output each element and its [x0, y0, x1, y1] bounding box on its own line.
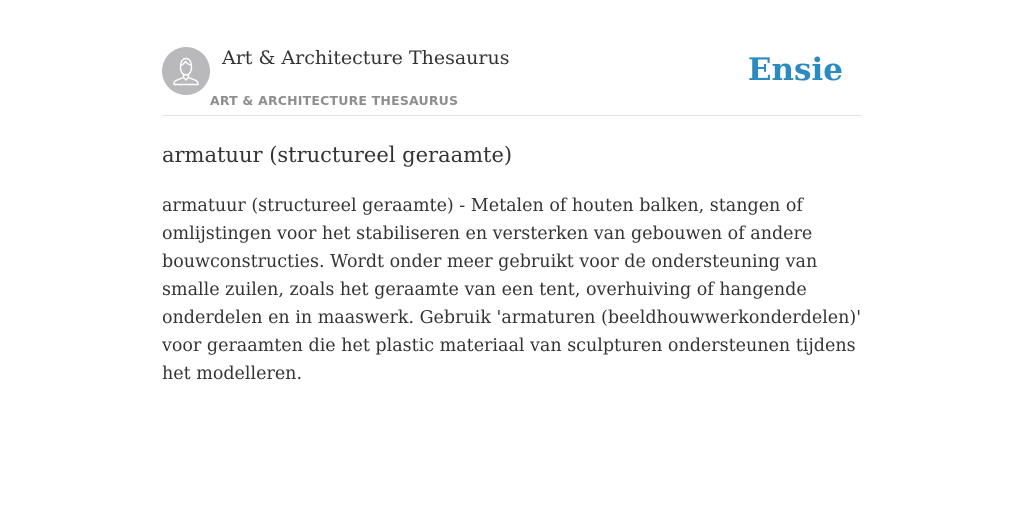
source-subtitle: ART & ARCHITECTURE THESAURUS [210, 93, 459, 108]
term-definition: armatuur (structureel geraamte) - Metalen of houten balken, stangen of omlijstingen voor het stabiliseren en versterken van gebouwen of andere bouwconstructies. Wordt onder meer gebruikt voor de ondersteuning van smalle zuilen, zoals het geraamte van een tent, overhuiving of hangende onderdelen en in maaswerk. Gebruik 'armaturen (beeldhouwwerkonderdelen)' voor geraamten die het plastic materiaal van sculpturen ondersteunen tijdens het modelleren. [162, 196, 862, 384]
source-header [162, 0, 862, 116]
source-title-link[interactable]: Art & Architecture Thesaurus [222, 47, 510, 69]
ensie-logo-link[interactable]: Ensie [747, 52, 843, 88]
page-content [162, 0, 862, 512]
term-title: armatuur (structureel geraamte) [162, 143, 513, 167]
user-silhouette-icon[interactable] [162, 47, 210, 95]
